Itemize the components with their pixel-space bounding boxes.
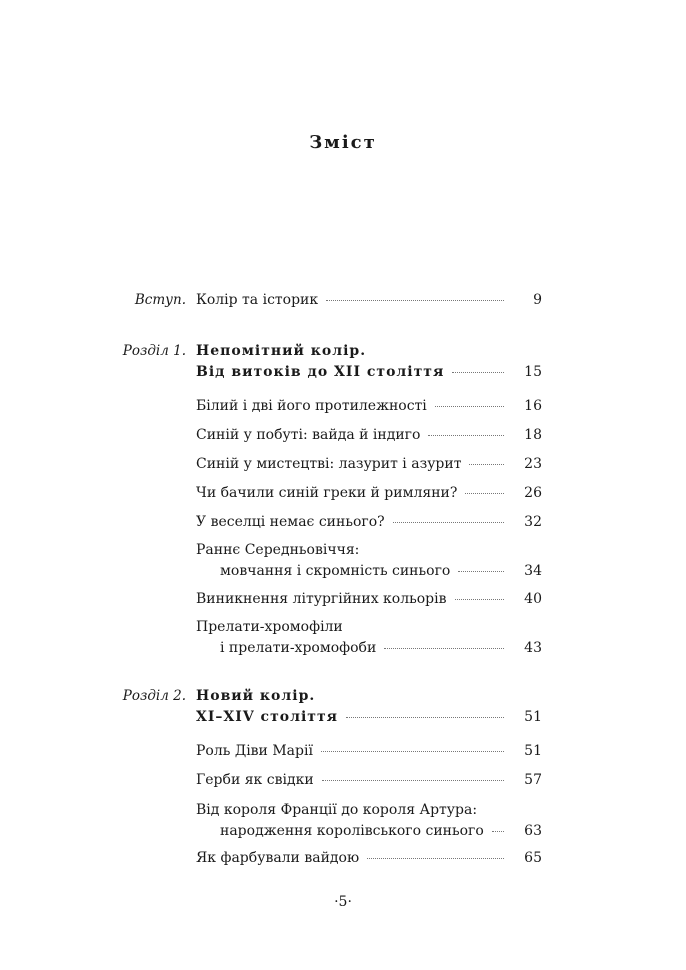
chapter2-title-line1: Новий колір. (196, 688, 316, 704)
chapter2-prefix: Розділ 2. (122, 688, 186, 704)
chapter1-title-line2: Від витоків до XII століття (196, 364, 445, 380)
toc-entry (196, 514, 542, 530)
page-number: 9 (533, 292, 542, 308)
toc-entry (196, 591, 542, 607)
page-number: 23 (524, 456, 542, 472)
leader-dots (393, 522, 504, 523)
toc-entry-text: Виникнення літургійних кольорів (196, 591, 447, 607)
toc-entry-line1: Від короля Франції до короля Артура: (196, 802, 478, 818)
toc-entry-chapter2 (196, 709, 542, 725)
toc-entry (196, 850, 542, 866)
toc-entry-text: Білий і дві його протилежності (196, 398, 427, 414)
toc-entry-text: Чи бачили синій греки й римляни? (196, 485, 458, 501)
page-number: 16 (524, 398, 542, 414)
page-number: 51 (524, 709, 542, 725)
toc-entry-text: і прелати-хромофоби (220, 640, 377, 656)
leader-dots (455, 599, 504, 600)
toc-entry-text: Герби як свідки (196, 772, 314, 788)
page-number: 40 (524, 591, 542, 607)
toc-entry (196, 485, 542, 501)
toc-entry-line1: Прелати-хромофіли (196, 619, 343, 635)
page-number: 15 (524, 364, 542, 380)
leader-dots (367, 858, 504, 859)
page-number: 26 (524, 485, 542, 501)
toc-entry (196, 398, 542, 414)
page-folio: ·5· (334, 894, 352, 910)
page-number: 57 (524, 772, 542, 788)
toc-entry-text: Синій у мистецтві: лазурит і азурит (196, 456, 462, 472)
toc-entry-text: Синій у побуті: вайда й індиго (196, 427, 421, 443)
page-number: 63 (524, 823, 542, 839)
leader-dots (384, 648, 504, 649)
toc-entry (196, 772, 542, 788)
chapter2-title-line2: XI–XIV століття (196, 709, 338, 725)
leader-dots (346, 717, 504, 718)
toc-entry (196, 823, 542, 839)
leader-dots (321, 751, 504, 752)
toc-entry-text: мовчання і скромність синього (220, 563, 451, 579)
page-title: Зміст (309, 132, 377, 153)
leader-dots (322, 780, 504, 781)
leader-dots (465, 493, 504, 494)
toc-entry-text: Як фарбували вайдою (196, 850, 360, 866)
toc-entry-text: Роль Діви Марії (196, 743, 313, 759)
toc-entry-text: народження королівського синього (220, 823, 484, 839)
toc-entry-line1: Раннє Середньовіччя: (196, 542, 360, 558)
chapter1-prefix: Розділ 1. (122, 343, 186, 359)
page-number: 34 (524, 563, 542, 579)
toc-entry (196, 563, 542, 579)
toc-entry (196, 456, 542, 472)
leader-dots (428, 435, 504, 436)
leader-dots (326, 300, 504, 301)
leader-dots (458, 571, 504, 572)
page-number: 51 (524, 743, 542, 759)
toc-entry (196, 427, 542, 443)
page-number: 18 (524, 427, 542, 443)
toc-entry-text: Колір та історик (196, 292, 319, 308)
chapter1-title-line1: Непомітний колір. (196, 343, 367, 359)
leader-dots (452, 372, 504, 373)
intro-prefix: Вступ. (134, 292, 186, 308)
page-number: 43 (524, 640, 542, 656)
leader-dots (492, 831, 504, 832)
leader-dots (435, 406, 504, 407)
leader-dots (469, 464, 504, 465)
toc-entry (196, 640, 542, 656)
toc-entry-intro (196, 292, 542, 308)
toc-entry (196, 743, 542, 759)
toc-entry-text: У веселці немає синього? (196, 514, 385, 530)
page-number: 32 (524, 514, 542, 530)
page-number: 65 (524, 850, 542, 866)
toc-entry-chapter1 (196, 364, 542, 380)
